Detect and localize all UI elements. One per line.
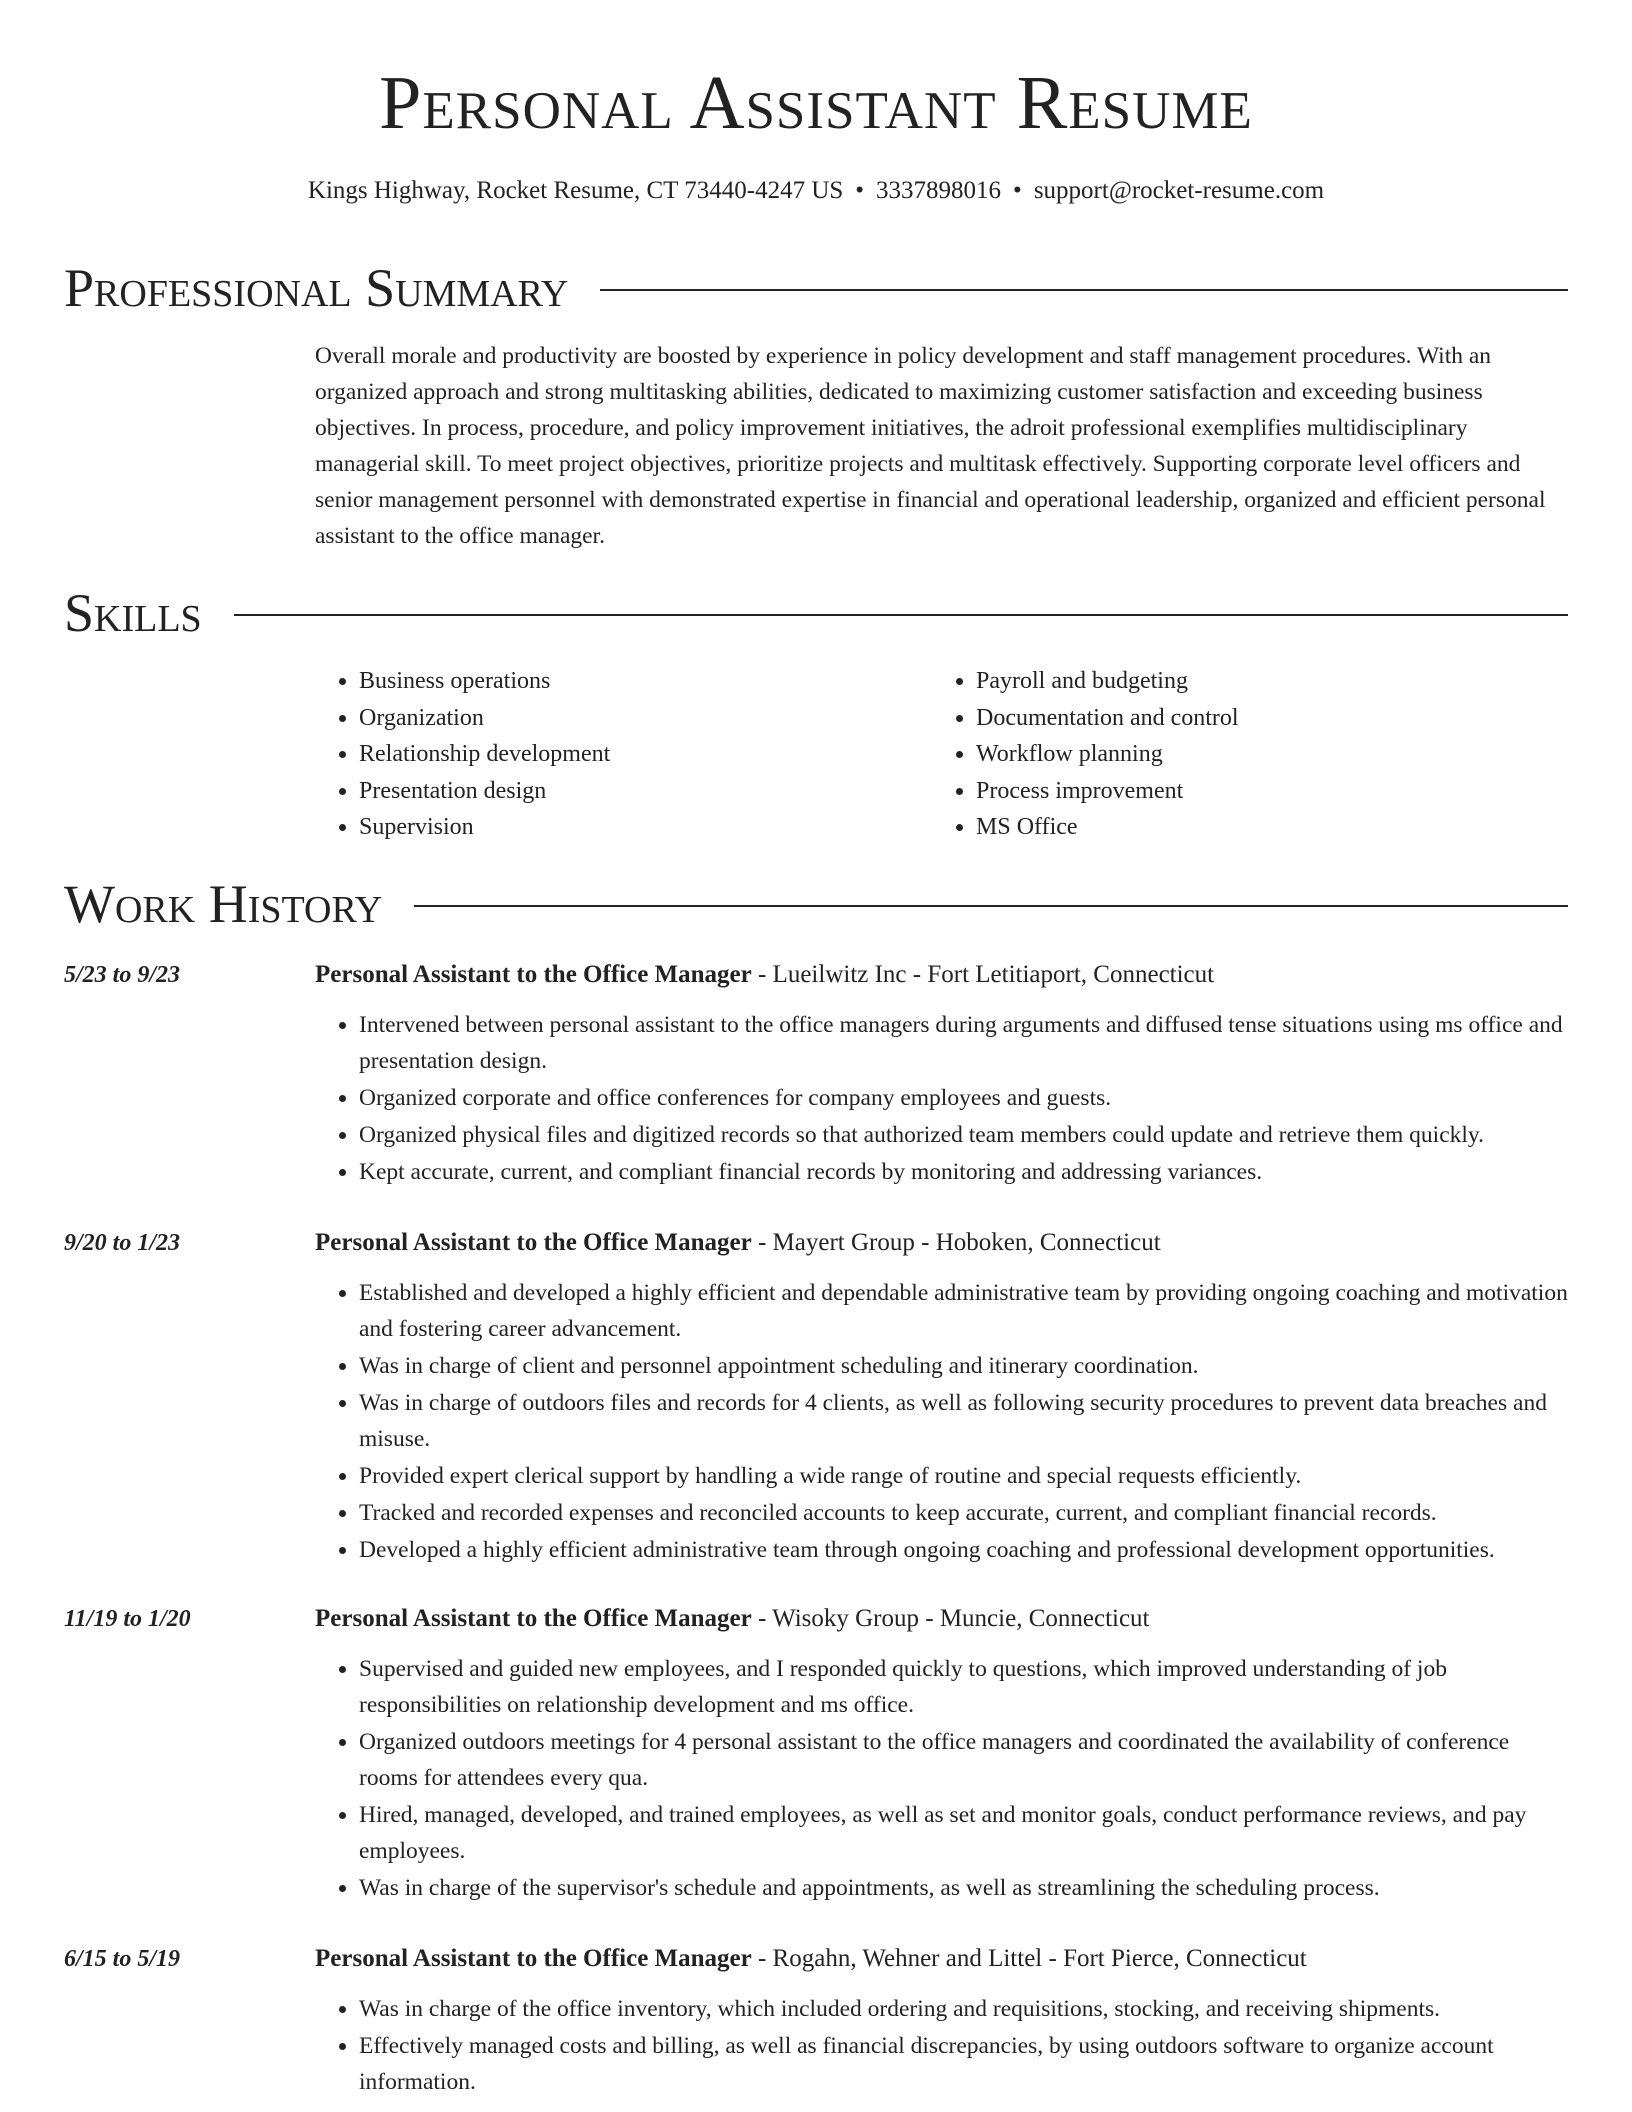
job-dates: 9/20 to 1/23: [64, 1230, 181, 1256]
skill-item: • Supervision: [359, 809, 919, 846]
contact-separator: •: [1013, 177, 1022, 204]
job-employer-location: - Wisoky Group - Muncie, Connecticut: [751, 1605, 1150, 1632]
skills-list-left: [315, 663, 919, 846]
skill-item: • Organization: [359, 700, 919, 737]
job-header: [315, 957, 1568, 993]
job-bullet: • Supervised and guided new employees, and I responded quickly to questions, which improved understanding of job responsibilities on relationship development and ms office.: [359, 1651, 1568, 1723]
contact-email: support@rocket-resume.com: [1033, 177, 1325, 204]
job-bullet: • Organized corporate and office conferences for company employees and guests.: [359, 1080, 1568, 1116]
job-bullet: • Was in charge of the office inventory, which included ordering and requisitions, stocking, and receiving shipments.: [359, 1991, 1568, 2027]
contact-phone: 3337898016: [876, 177, 1002, 204]
skill-item: • Business operations: [359, 663, 919, 700]
resume-title: Personal Assistant Resume: [379, 61, 1253, 145]
job-bullet: • Developed a highly efficient administrative team through ongoing coaching and professional development opportunities.: [359, 1532, 1568, 1568]
job-bullet: • Was in charge of client and personnel appointment scheduling and itinerary coordination.: [359, 1348, 1568, 1384]
job-bullet-list: [315, 1991, 1568, 2101]
job-bullet-list: [315, 1651, 1568, 1907]
contact-address: Kings Highway, Rocket Resume, CT 73440-4247 US: [307, 177, 844, 204]
section-divider: [414, 905, 1568, 907]
job-role: Personal Assistant to the Office Manager: [315, 1605, 752, 1632]
contact-line: [0, 174, 1632, 208]
job-bullet: • Organized physical files and digitized records so that authorized team members could update and retrieve them quickly.: [359, 1117, 1568, 1153]
job-bullet-list: [315, 1007, 1568, 1191]
skills-section-header: [64, 583, 1568, 643]
job-role: Personal Assistant to the Office Manager: [315, 1229, 752, 1256]
job-dates: 11/19 to 1/20: [64, 1606, 191, 1632]
job-bullet: • Effectively managed costs and billing, as well as financial discrepancies, by using outdoors software to organize account information.: [359, 2028, 1568, 2100]
job-bullet: • Kept accurate, current, and compliant financial records by monitoring and addressing variances.: [359, 1154, 1568, 1190]
job-bullet: • Organized outdoors meetings for 4 personal assistant to the office managers and coordinated the availability of conference rooms for attendees every qua.: [359, 1724, 1568, 1796]
summary-text: Overall morale and productivity are boosted by experience in policy development and staff management procedures. With an organized approach and strong multitasking abilities, dedicated to maximizing customer satisfaction and exceeding business objectives. In process, procedure, and policy improvement initiatives, the adroit professional exemplifies multidisciplinary managerial skill. To meet project objectives, prioritize projects and multitask effectively. Supporting corporate level officers and senior management personnel with demonstrated expertise in financial and operational leadership, organized and efficient personal assistant to the office manager.: [315, 343, 1546, 549]
section-divider: [234, 614, 1568, 616]
job-header: [315, 1941, 1568, 1977]
job-bullet: • Was in charge of the supervisor's schedule and appointments, as well as streamlining the scheduling process.: [359, 1870, 1568, 1906]
job-bullet: • Established and developed a highly efficient and dependable administrative team by providing ongoing coaching and motivation and fostering career advancement.: [359, 1275, 1568, 1347]
job-bullet: • Intervened between personal assistant to the office managers during arguments and diffused tense situations using ms office and presentation design.: [359, 1007, 1568, 1079]
job-header: [315, 1225, 1568, 1261]
skill-item: • Presentation design: [359, 773, 919, 810]
summary-heading: Professional Summary: [64, 258, 569, 318]
summary-section-header: [64, 258, 1568, 318]
contact-separator: •: [855, 177, 865, 204]
job-employer-location: - Lueilwitz Inc - Fort Letitiaport, Connecticut: [751, 961, 1215, 988]
work-section-header: [64, 874, 1568, 934]
job-header: [315, 1601, 1568, 1637]
work-heading: Work History: [64, 874, 383, 934]
skill-item: • Process improvement: [976, 773, 1576, 810]
job-employer-location: - Mayert Group - Hoboken, Connecticut: [751, 1229, 1161, 1256]
skills-list-right: [932, 663, 1576, 846]
job-role: Personal Assistant to the Office Manager: [315, 1945, 752, 1972]
job-bullet: • Provided expert clerical support by handling a wide range of routine and special requests efficiently.: [359, 1458, 1568, 1494]
skill-item: • Payroll and budgeting: [976, 663, 1576, 700]
job-bullet: • Hired, managed, developed, and trained employees, as well as set and monitor goals, conduct performance reviews, and pay employees.: [359, 1797, 1568, 1869]
skills-heading: Skills: [64, 583, 202, 643]
job-bullet-list: [315, 1275, 1568, 1569]
skill-item: • Workflow planning: [976, 736, 1576, 773]
job-role: Personal Assistant to the Office Manager: [315, 961, 752, 988]
job-bullet: • Tracked and recorded expenses and reconciled accounts to keep accurate, current, and compliant financial records.: [359, 1495, 1568, 1531]
job-dates: 6/15 to 5/19: [64, 1946, 181, 1972]
skill-item: • Relationship development: [359, 736, 919, 773]
job-employer-location: - Rogahn, Wehner and Littel - Fort Pierce, Connecticut: [751, 1945, 1307, 1972]
skill-item: • Documentation and control: [976, 700, 1576, 737]
section-divider: [600, 289, 1568, 291]
job-dates: 5/23 to 9/23: [64, 962, 181, 988]
job-bullet: • Was in charge of outdoors files and records for 4 clients, as well as following security procedures to prevent data breaches and misuse.: [359, 1385, 1568, 1457]
skill-item: • MS Office: [976, 809, 1576, 846]
